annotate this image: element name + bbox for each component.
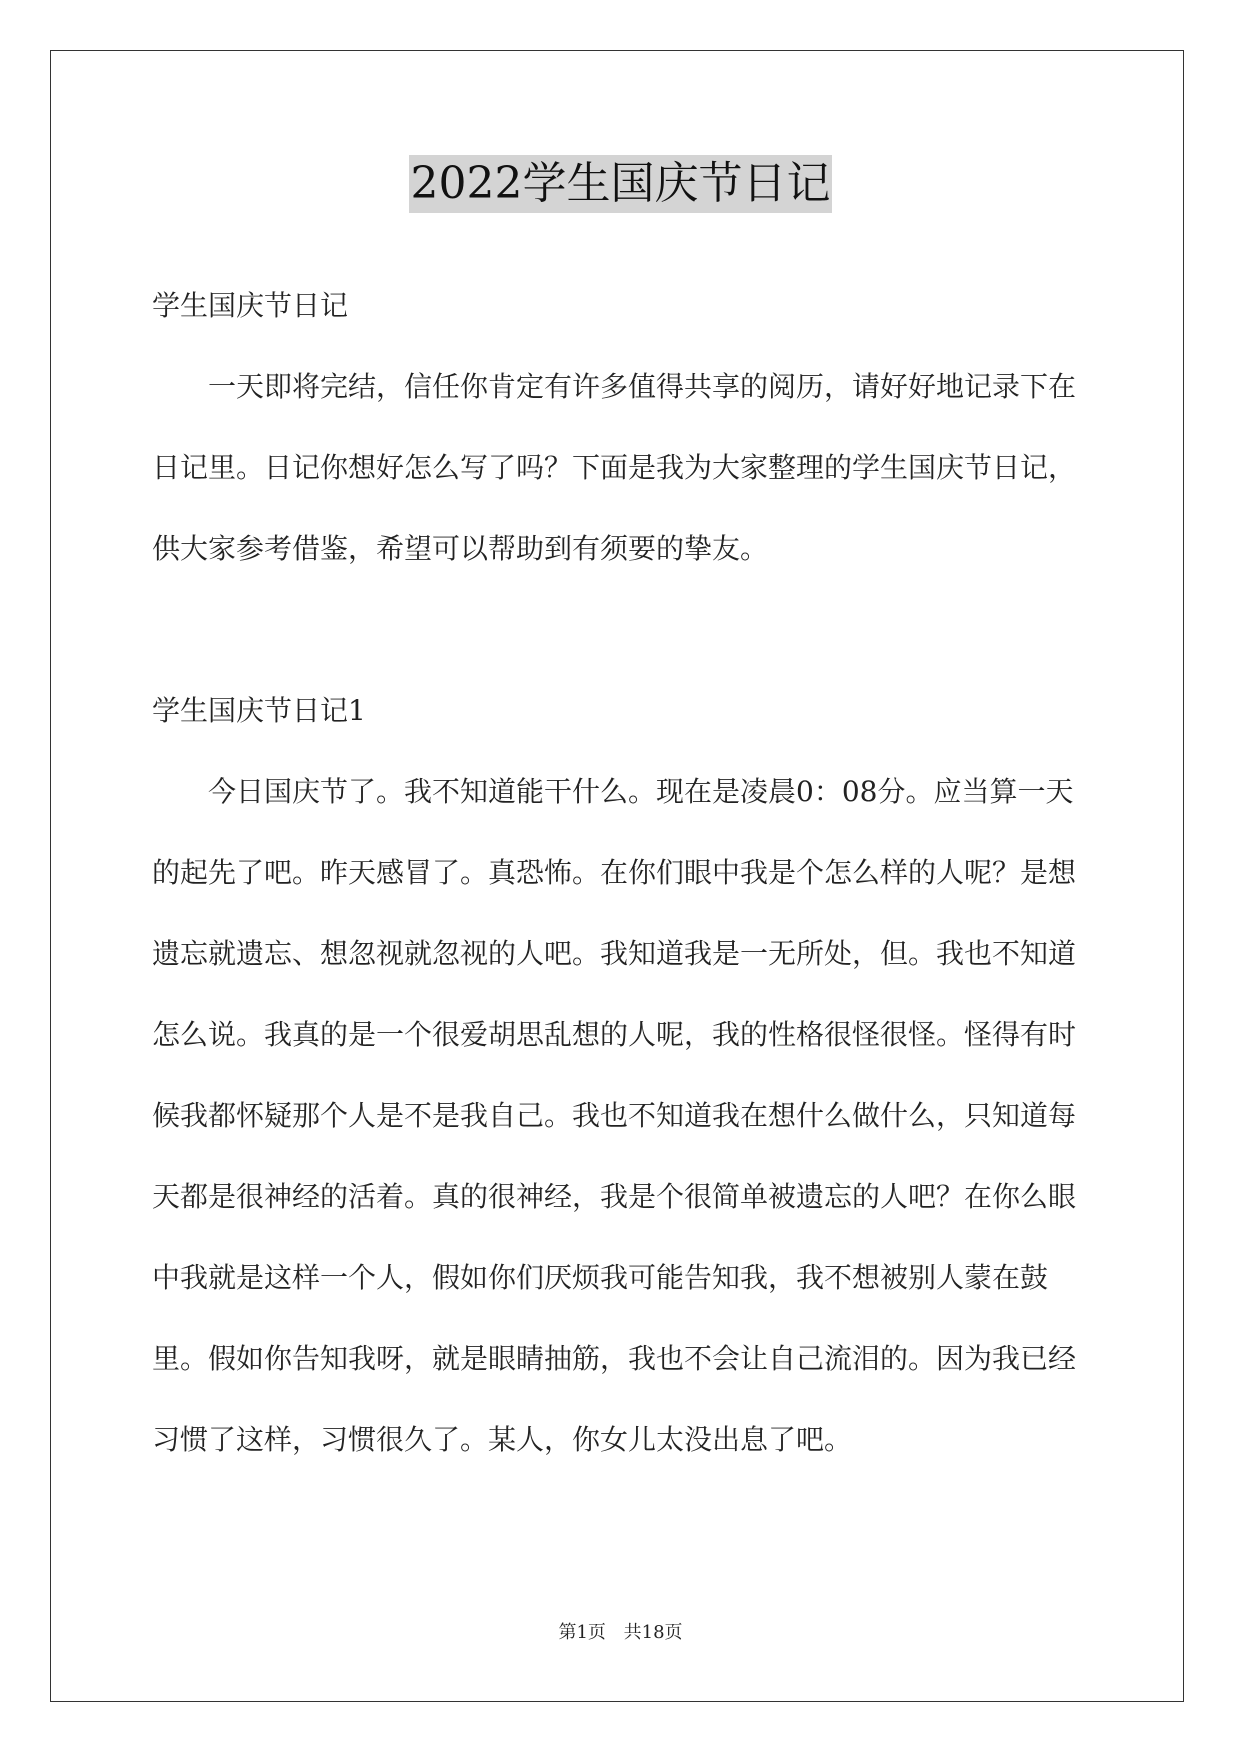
document-subtitle: 学生国庆节日记 — [152, 289, 349, 322]
diary-paragraph: 今日国庆节了。我不知道能干什么。现在是凌晨0：08分。应当算一天的起先了吧。昨天感冒了。真恐怖。在你们眼中我是个怎么样的人呢？是想遗忘就遗忘、想忽视就忽视的人吧。我知道我是一无所处，但。我也不知道怎么说。我真的是一个很爱胡思乱想的人呢，我的性格很怪很怪。怪得有时候我都怀疑那个人是不是我自己。我也不知道我在想什么做什么，只知道每天都是很神经的活着。真的很神经，我是个很简单被遗忘的人吧？在你么眼中我就是这样一个人，假如你们厌烦我可能告知我，我不想被别人蒙在鼓里。假如你告知我呀，就是眼睛抽筋，我也不会让自己流泪的。因为我已经习惯了这样，习惯很久了。某人，你女儿太没出息了吧。 — [152, 775, 1077, 1456]
document-body — [152, 265, 1092, 1480]
document-title: 2022学生国庆节日记 — [409, 155, 833, 213]
page-number: 第1页 — [558, 1622, 606, 1643]
page-footer — [0, 1618, 1241, 1644]
page-total: 共18页 — [623, 1622, 683, 1643]
intro-paragraph: 一天即将完结，信任你肯定有许多值得共享的阅历，请好好地记录下在日记里。日记你想好怎么写了吗？下面是我为大家整理的学生国庆节日记，供大家参考借鉴，希望可以帮助到有须要的挚友。 — [152, 370, 1077, 565]
paragraph-spacer — [152, 589, 1092, 670]
section-heading: 学生国庆节日记1 — [152, 694, 366, 727]
title-container — [0, 155, 1241, 213]
